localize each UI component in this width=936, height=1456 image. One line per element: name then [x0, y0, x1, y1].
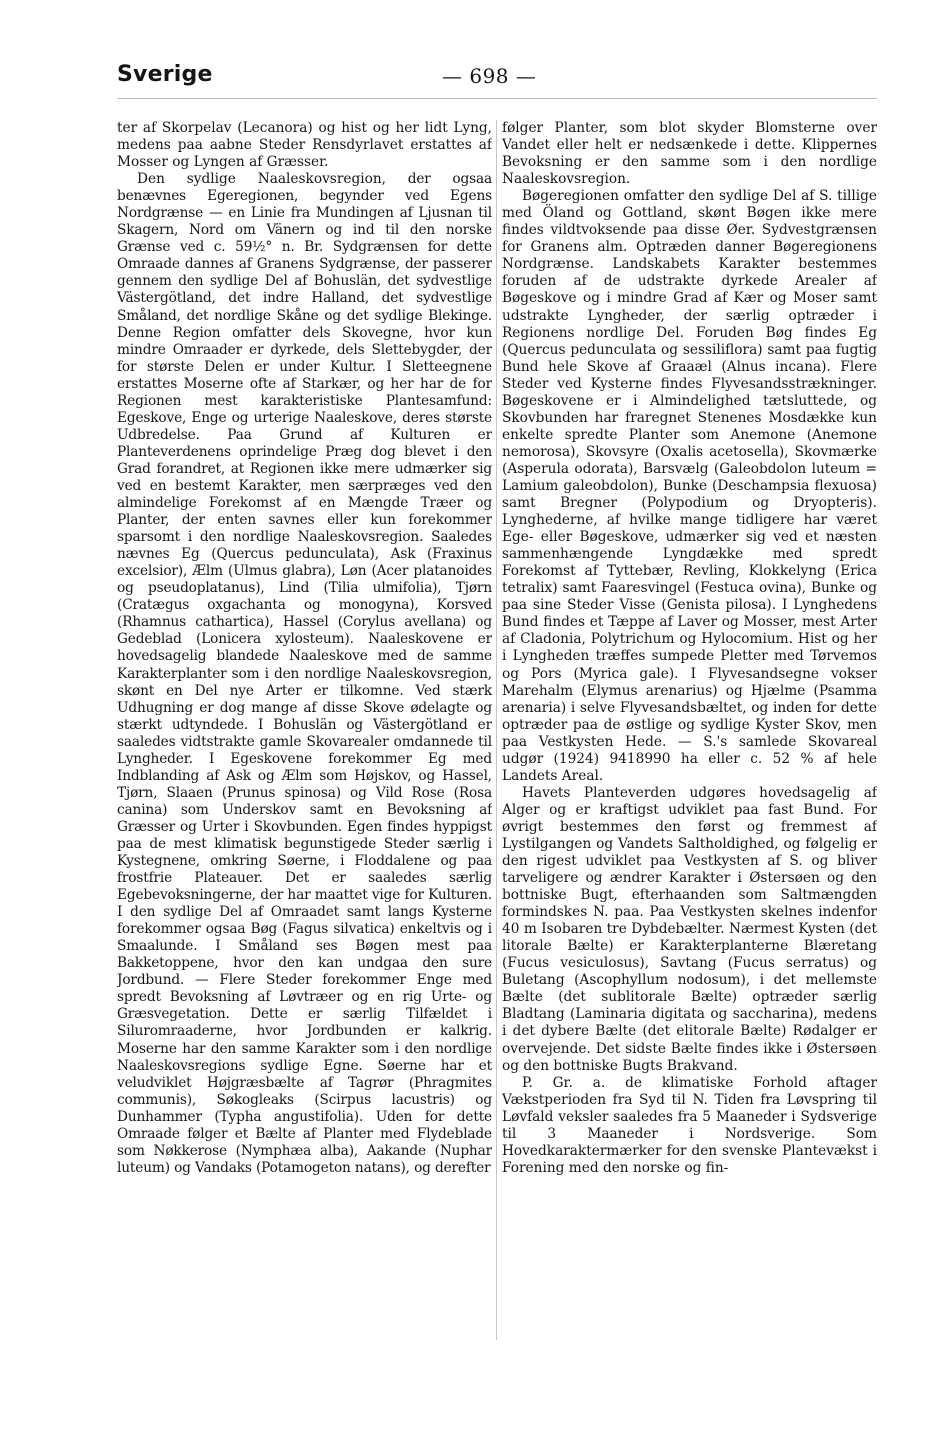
section-lead: Bøgeregionen — [522, 188, 619, 205]
paragraph — [502, 785, 877, 1075]
column-divider — [496, 120, 497, 1340]
header-divider — [117, 98, 877, 99]
paragraph-body: der ogsaa benævnes Egeregionen, begynder ved Egens Nordgrænse — en Linie fra Mundingen af Ljusnan til Skagern, Nord om Vänern og ind til den norske Grænse ved c. 59½° n. Br. Sydgrænsen for dette Omraade dannes af Granens Sydgrænse, der passerer gennem den sydlige Del af Bohuslän, det sydvestlige Västergötland, det indre Halland, det sydvestlige Småland, det nordlige Skåne og det sydlige Blekinge. Denne Region omfatter dels Skovegne, hvor kun mindre Omraader er dyrkede, dels Slettebygder, der for største Delen er under Kultur. I Sletteegnene erstattes Moserne ofte af Starkær, og her har de for Regionen mest karakteristiske Plantesamfund: Egeskove, Enge og urterige Naaleskove, deres største Udbredelse. Paa Grund af Kulturen er Planteverdenens oprindelige Præg dog blevet i den Grad forandret, at Regionen ikke mere udmærker sig ved en bestemt Karakter, men særpræges ved den almindelige Forekomst af en Mængde Træer og Planter, der enten savnes eller kun forekommer sparsomt i den nordlige Naaleskovsregion. Saaledes nævnes Eg (Quercus pedunculata), Ask (Fraxinus excelsior), Ælm (Ulmus glabra), Løn (Acer platanoides og pseudoplatanus), Lind (Tilia ulmifolia), Tjørn (Cratægus oxgachanta og monogyna), Korsved (Rhamnus cathartica), Hassel (Corylus avellana) og Gedeblad (Lonicera xylosteum). Naaleskovene er hovedsagelig blandede Naaleskove med de samme Karakterplanter som i den nordlige Naaleskovsregion, skønt en Del nye Arter er tilkomne. Ved stærk Udhugning er dog mange af disse Skove ødelagte og stærkt udtyndede. I Bohuslän og Västergötland er saaledes vidtstrakte gamle Skovarealer omdannede til Lyngheder. I Egeskovene forekommer Eg med Indblanding af Ask og Ælm som Højskov, og Hassel, Tjørn, Slaaen (Prunus spinosa) og Vild Rose (Rosa canina) som Underskov samt en Bevoksning af Græsser og Urter i Skovbunden. Egen findes hyppigst paa de mest klimatisk begunstigede Steder særlig i Kystegnene, omkring Søerne, i Floddalene og paa frostfrie Plateauer. Det er saaledes særlig Egebevoksningerne, der har maattet vige for Kulturen. I den sydlige Del af Omraadet samt langs Kysterne forekommer ogsaa Bøg (Fagus silvatica) enkeltvis og i Smaalunde. I Småland ses Bøgen mest paa Bakketoppene, hvor den kan undgaa den sure Jordbund. — Flere Steder forekommer Enge med spredt Bevoksning af Løvtræer og en rig Urte- og Græsvegetation. Dette er særlig Tilfældet i Siluromraaderne, hvor Jordbunden er kalkrig. Moserne har den samme Karakter som i den nordlige Naaleskovsregions sydlige Egne. Søerne har et veludviklet Højgræsbælte af Tagrør (Phragmites communis), Søkogleaks (Scirpus lacustris) og Dunhammer (Typha angustifolia). Uden for dette Omraade følger et Bælte af Planter med Flydeblade som Nøkkerose (Nymphæa alba), Aakande (Nuphar luteum) og Vandaks (Potamogeton natans), og derefter — [117, 171, 492, 1176]
section-lead: Den sydlige Naaleskovsregion, — [137, 171, 387, 188]
paragraph: ter af Skorpelav (Lecanora) og hist og her lidt Lyng, medens paa aabne Steder Rensdyrlavet erstattes af Mosser og Lyngen af Græsser. — [117, 120, 492, 171]
page-header — [117, 62, 877, 102]
paragraph — [117, 171, 492, 1177]
section-lead: Havets Planteverden — [522, 784, 677, 801]
page-number: — 698 — — [442, 64, 537, 88]
paragraph: følger Planter, som blot skyder Blomsterne over Vandet eller helt er nedsænkede i dette. Klippernes Bevoksning er den samme som i den nordlige Naaleskovsregion. — [502, 120, 877, 188]
running-head-title: Sverige — [117, 62, 213, 87]
right-column — [502, 120, 877, 1342]
paragraph: P. Gr. a. de klimatiske Forhold aftager Vækstperioden fra Syd til N. Tiden fra Løvspring til Løvfald veksler saaledes fra 5 Maaneder i Sydsverige til 3 Maaneder i Nordsverige. Som Hovedkaraktermærker for den svenske Plantevækst i Forening med den norske og fin- — [502, 1074, 877, 1176]
paragraph-body: udgøres hovedsagelig af Alger og er kraftigst udviklet paa fast Bund. For øvrigt bestemmes den først og fremmest af Lystilgangen og Vandets Saltholdighed, og følgelig er den rigest udviklet paa Vestkysten af S. og bliver tarveligere og ændrer Karakter i Østersøen og den bottniske Bugt, efterhaanden som Saltmængden formindskes N. paa. Paa Vestkysten skelnes indenfor 40 m Isobaren tre Dybdebælter. Nærmest Kysten (det litorale Bælte) er Karakterplanterne Blæretang (Fucus vesiculosus), Savtang (Fucus serratus) og Buletang (Ascophyllum nodosum), i det mellemste Bælte (det sublitorale Bælte) optræder særlig Bladtang (Laminaria digitata og saccharina), medens i det dybere Bælte (det elitorale Bælte) Rødalger er overvejende. Det sidste Bælte findes ikke i Østersøen og den bottniske Bugts Brakvand. — [502, 784, 877, 1074]
paragraph-body: omfatter den sydlige Del af S. tillige med Öland og Gottland, skønt Bøgen ikke mere findes vildtvoksende paa disse Øer. Sydvestgrænsen for Granens alm. Optræden danner Bøgeregionens Nordgrænse. Landskabets Karakter bestemmes foruden af de udstrakte dyrkede Arealer af Bøgeskove og i mindre Grad af Kær og Moser samt udstrakte Lyngheder, der særlig optræder i Regionens nordlige Del. Foruden Bøg findes Eg (Quercus pedunculata og sessiliflora) samt paa fugtig Bund hele Skove af Graaæl (Alnus incana). Flere Steder ved Kysterne findes Flyvesandsstrækninger. Bøgeskovene er i Almindelighed tætsluttede, og Skovbunden har fraregnet Stenenes Mosdække kun enkelte spredte Planter som Anemone (Anemone nemorosa), Skovsyre (Oxalis acetosella), Skovmærke (Asperula odorata), Barsvælg (Galeobdolon luteum = Lamium galeobdolon), Bunke (Deschampsia flexuosa) samt Bregner (Polypodium og Dryopteris). Lynghederne, af hvilke mange tidligere har været Ege- eller Bøgeskove, udmærker sig ved et næsten sammenhængende Lyngdække med spredt Forekomst af Tyttebær, Revling, Klokkelyng (Erica tetralix) samt Faaresvingel (Festuca ovina), Bunke og paa sine Steder Visse (Genista pilosa). I Lynghedens Bund findes et Tæppe af Laver og Mosser, mest Arter af Cladonia, Polytrichum og Hylocomium. Hist og her i Lyngheden træffes sumpede Pletter med Tørvemos og Pors (Myrica gale). I Flyvesandsegne vokser Marehalm (Elymus arenarius) og Hjælme (Psamma arenaria) i selve Flyvesandsbæltet, og inden for dette optræder paa de østlige og sydlige Kyster Skov, men paa Vestkysten Hede. — S.'s samlede Skovareal udgør (1924) 9418990 ha eller c. 52 % af hele Landets Areal. — [502, 188, 877, 784]
paragraph — [502, 188, 877, 785]
left-column — [117, 120, 492, 1342]
